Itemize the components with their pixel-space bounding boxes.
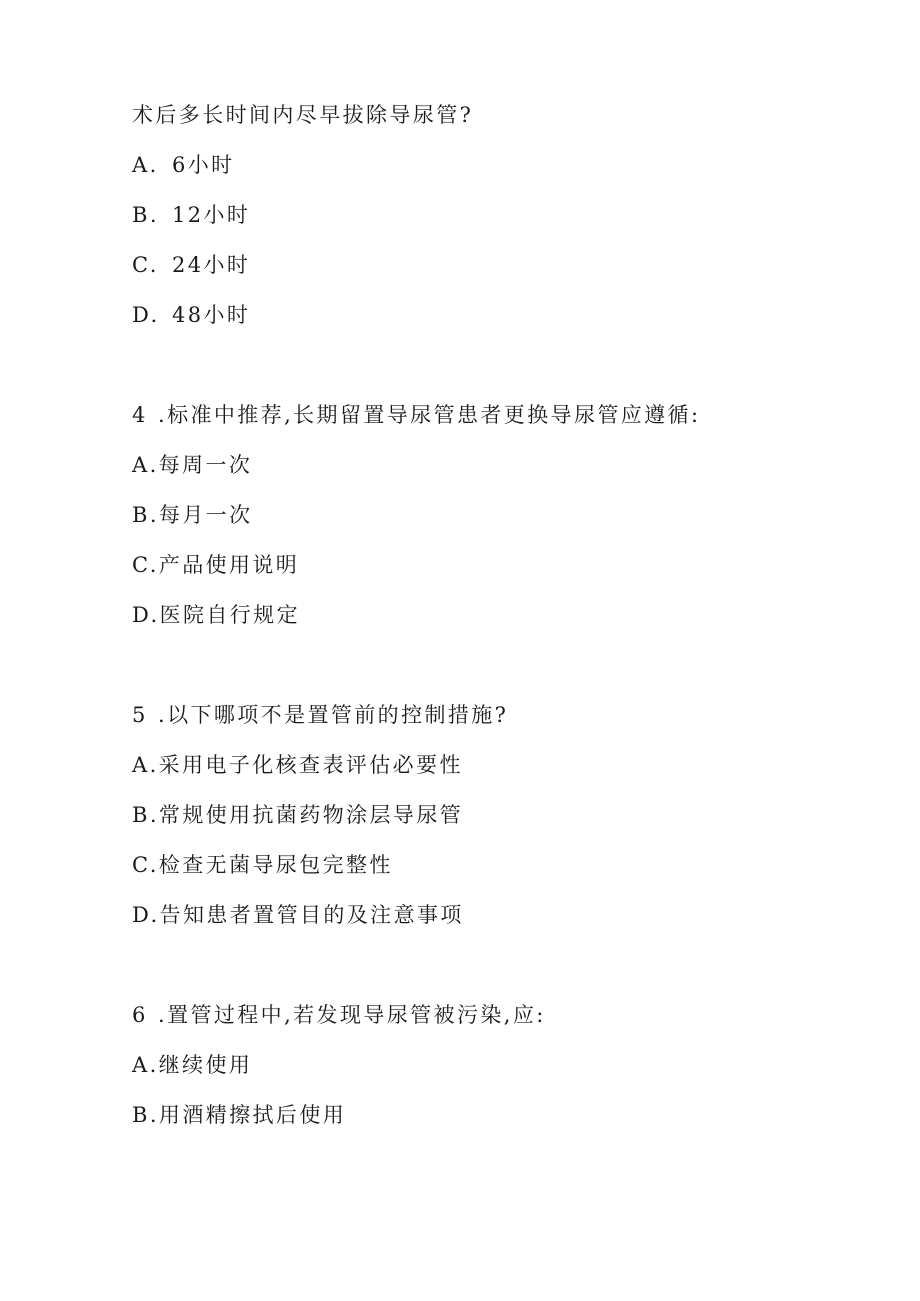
option-label: D. — [132, 903, 160, 927]
question-text: .置管过程中,若发现导尿管被污染,应: — [158, 1003, 546, 1027]
option-text: 用酒精擦拭后使用 — [158, 1103, 347, 1127]
option-label: A. — [132, 153, 159, 177]
option-label: C. — [132, 253, 159, 277]
option-text: 6小时 — [172, 153, 235, 177]
option-label: C. — [132, 553, 159, 577]
question-number: 4 — [132, 403, 148, 427]
question-3-option-c — [132, 250, 250, 280]
question-4-option-a — [132, 450, 252, 480]
question-6-option-b — [132, 1100, 346, 1130]
option-text: 每月一次 — [158, 503, 253, 527]
option-text: 48小时 — [172, 303, 251, 327]
question-5-option-a — [132, 750, 463, 780]
question-text: .以下哪项不是置管前的控制措施? — [158, 703, 509, 727]
option-label: B. — [132, 1103, 159, 1127]
question-text: .标准中推荐,长期留置导尿管患者更换导尿管应遵循: — [158, 403, 701, 427]
option-label: A. — [132, 1053, 159, 1077]
question-4-stem — [132, 400, 700, 430]
question-4-option-d — [132, 600, 300, 630]
question-text: 术后多长时间内尽早拔除导尿管? — [132, 103, 474, 127]
option-text: 检查无菌导尿包完整性 — [158, 853, 393, 877]
question-5-stem — [132, 700, 508, 730]
option-label: A. — [132, 453, 159, 477]
option-label: C. — [132, 853, 159, 877]
option-label: A. — [132, 753, 159, 777]
option-label: D. — [132, 603, 160, 627]
option-label: B. — [132, 203, 159, 227]
option-text: 常规使用抗菌药物涂层导尿管 — [158, 803, 464, 827]
option-text: 医院自行规定 — [159, 603, 300, 627]
question-number: 5 — [132, 703, 148, 727]
question-number: 6 — [132, 1003, 148, 1027]
question-5-option-c — [132, 850, 393, 880]
question-6-option-a — [132, 1050, 252, 1080]
question-3-option-b — [132, 200, 250, 230]
question-4-option-c — [132, 550, 299, 580]
question-3-option-a — [132, 150, 235, 180]
option-text: 采用电子化核查表评估必要性 — [158, 753, 463, 777]
option-text: 12小时 — [172, 203, 251, 227]
question-5-option-b — [132, 800, 463, 830]
option-label: B. — [132, 503, 159, 527]
option-text: 产品使用说明 — [158, 553, 300, 577]
question-5-option-d — [132, 900, 464, 930]
question-3-stem — [132, 100, 473, 130]
option-text: 继续使用 — [158, 1053, 253, 1077]
option-text: 每周一次 — [158, 453, 253, 477]
question-6-stem — [132, 1000, 546, 1030]
option-label: D. — [132, 303, 160, 327]
option-text: 24小时 — [172, 253, 251, 277]
question-4-option-b — [132, 500, 253, 530]
question-3-option-d — [132, 300, 250, 330]
option-label: B. — [132, 803, 159, 827]
option-text: 告知患者置管目的及注意事项 — [159, 903, 464, 927]
